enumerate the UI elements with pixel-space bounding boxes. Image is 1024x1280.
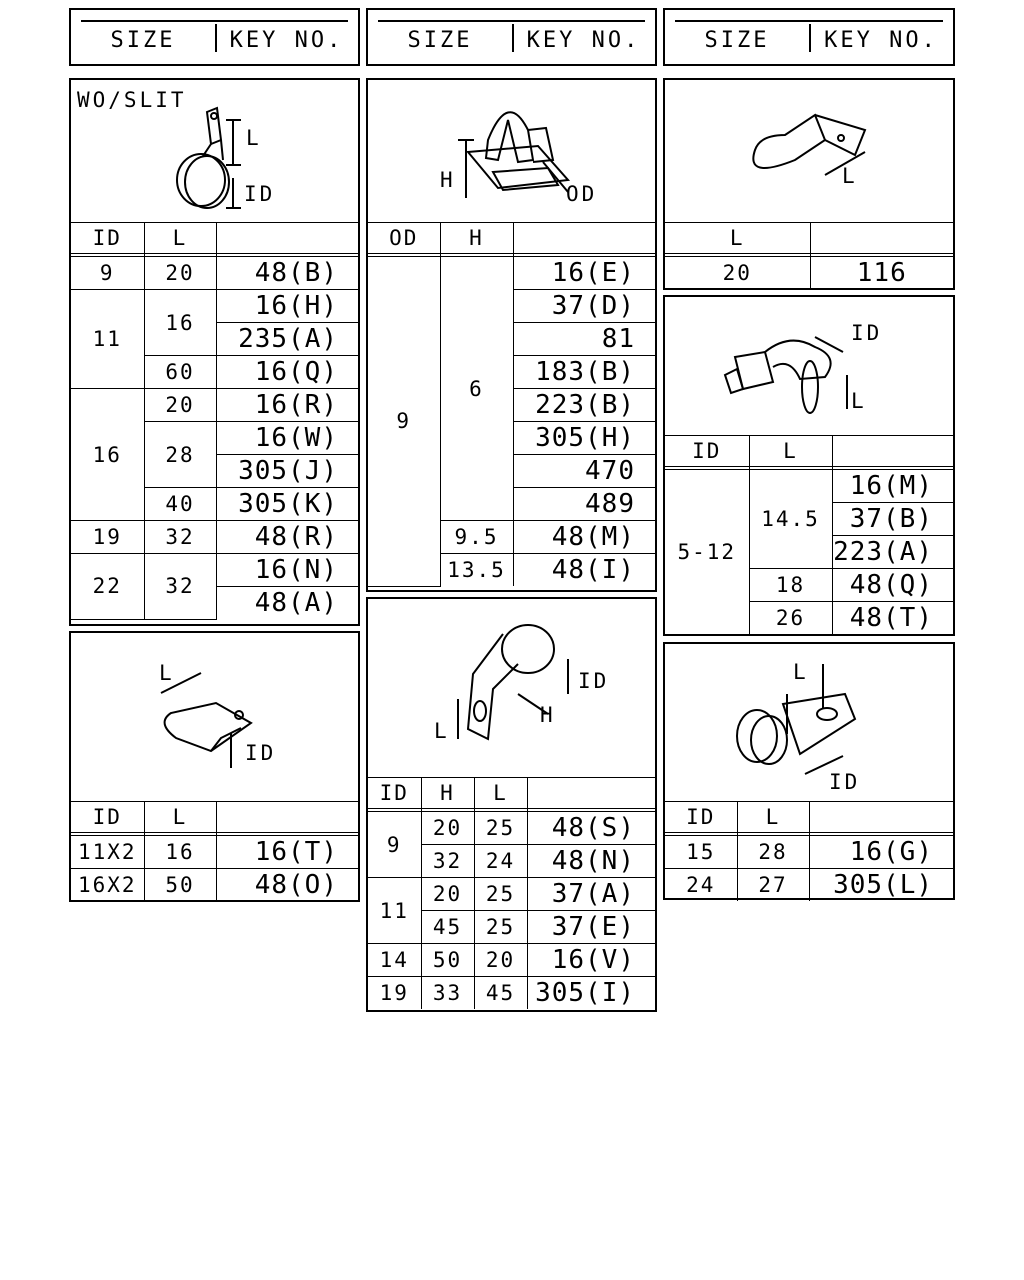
table-row: 40 305(K) (71, 488, 358, 521)
table-row: 305(H) (368, 422, 655, 455)
col-key (216, 802, 358, 833)
panel-tab-clip (663, 78, 955, 290)
fig-label-id: ID (851, 321, 883, 345)
table-row: 9.5 48(M) (368, 521, 655, 554)
fig-label-id: ID (578, 669, 610, 693)
size-header: SIZE (407, 27, 473, 53)
table-row: 9 20 25 48(S) (368, 812, 655, 845)
harness-clip-figure (665, 297, 953, 436)
col-id: ID (665, 802, 737, 833)
col-id: ID (665, 436, 749, 467)
double-clamp-drawing (71, 633, 358, 801)
table-row: 48(A) (71, 587, 358, 620)
col-od: OD (368, 223, 440, 254)
double-clamp-figure (71, 633, 358, 802)
clip-drawing (368, 80, 655, 222)
wo-slit-label: WO/SLIT (77, 88, 187, 112)
header-col2 (366, 8, 657, 66)
table-row: 5-12 14.5 16(M) (665, 470, 953, 503)
table-row: 32 24 48(N) (368, 845, 655, 878)
col-l: L (665, 223, 810, 254)
table-row: 16 20 16(R) (71, 389, 358, 422)
table-row: 11 16 16(H) (71, 290, 358, 323)
col-h: H (440, 223, 513, 254)
table-row: 28 16(W) (71, 422, 358, 455)
col-l: L (144, 223, 216, 254)
tab-clip-drawing (665, 80, 953, 222)
col-key (810, 223, 953, 254)
pipe-clamp-table (368, 778, 655, 1009)
fig-label-l: L (842, 164, 858, 188)
fig-label-h: H (440, 168, 456, 192)
table-row: 22 32 16(N) (71, 554, 358, 587)
panel-cushion-clamp (663, 642, 955, 900)
harness-clip-table (665, 436, 953, 635)
fig-label-l: L (793, 660, 809, 684)
col-h: H (421, 778, 474, 809)
pipe-clamp-figure (368, 599, 655, 778)
table-row: 489 (368, 488, 655, 521)
fig-label-l: L (851, 389, 867, 413)
size-header: SIZE (704, 27, 770, 53)
col-key (216, 223, 358, 254)
fig-label-l: L (159, 661, 175, 685)
col-l: L (749, 436, 832, 467)
cushion-clamp-drawing (665, 644, 953, 801)
cushion-clamp-figure (665, 644, 953, 802)
table-row: 15 28 16(G) (665, 836, 953, 869)
col-id: ID (71, 802, 144, 833)
tab-clip-table (665, 223, 953, 289)
table-row: 223(A) (665, 536, 953, 569)
table-row: 19 33 45 305(I) (368, 977, 655, 1010)
table-row: 81 (368, 323, 655, 356)
clip-figure (368, 80, 655, 223)
clamp-figure (71, 80, 358, 223)
size-header: SIZE (110, 27, 176, 53)
table-row: 13.5 48(I) (368, 554, 655, 587)
p-clamp-drawing (71, 80, 358, 222)
table-row: 14 50 20 16(V) (368, 944, 655, 977)
col-key (809, 802, 953, 833)
col-key (513, 223, 655, 254)
panel-harness-clip (663, 295, 955, 636)
table-row: 19 32 48(R) (71, 521, 358, 554)
table-row: 11X2 16 16(T) (71, 836, 358, 869)
cushion-clamp-table (665, 802, 953, 901)
fig-label-l: L (434, 719, 450, 743)
header-col1 (69, 8, 360, 66)
tab-clip-figure (665, 80, 953, 223)
col-id: ID (368, 778, 421, 809)
header-col3 (663, 8, 955, 66)
table-row: 235(A) (71, 323, 358, 356)
panel-clamp-wo-slit (69, 78, 360, 626)
table-row: 183(B) (368, 356, 655, 389)
key-header: KEY NO. (824, 27, 938, 53)
fig-label-h: H (540, 703, 556, 727)
key-header: KEY NO. (526, 27, 641, 53)
fig-label-l: L (246, 126, 262, 150)
table-row: 305(J) (71, 455, 358, 488)
col-l: L (737, 802, 809, 833)
table-row: 16X2 50 48(O) (71, 869, 358, 902)
panel-double-clamp (69, 631, 360, 902)
table-row: 24 27 305(L) (665, 869, 953, 902)
panel-clip-od (366, 78, 657, 592)
double-clamp-table (71, 802, 358, 901)
key-header: KEY NO. (229, 27, 344, 53)
fig-label-od: OD (566, 182, 598, 206)
col-l: L (474, 778, 527, 809)
col-key (832, 436, 953, 467)
table-row: 45 25 37(E) (368, 911, 655, 944)
clamp-table (71, 223, 358, 620)
harness-clip-drawing (665, 297, 953, 435)
panel-pipe-clamp (366, 597, 657, 1012)
table-row: 11 20 25 37(A) (368, 878, 655, 911)
fig-label-id: ID (829, 770, 861, 794)
pipe-clamp-drawing (368, 599, 655, 777)
col-key (527, 778, 655, 809)
table-row: 37(B) (665, 503, 953, 536)
fig-label-id: ID (244, 182, 276, 206)
table-row: 37(D) (368, 290, 655, 323)
table-row: 9 6 16(E) (368, 257, 655, 290)
table-row: 60 16(Q) (71, 356, 358, 389)
fig-label-id: ID (245, 741, 277, 765)
col-id: ID (71, 223, 144, 254)
table-row: 18 48(Q) (665, 569, 953, 602)
table-row: 9 20 48(B) (71, 257, 358, 290)
clip-table (368, 223, 655, 587)
table-row: 26 48(T) (665, 602, 953, 635)
table-row: 20 116 (665, 257, 953, 290)
table-row: 223(B) (368, 389, 655, 422)
table-row: 470 (368, 455, 655, 488)
col-l: L (144, 802, 216, 833)
